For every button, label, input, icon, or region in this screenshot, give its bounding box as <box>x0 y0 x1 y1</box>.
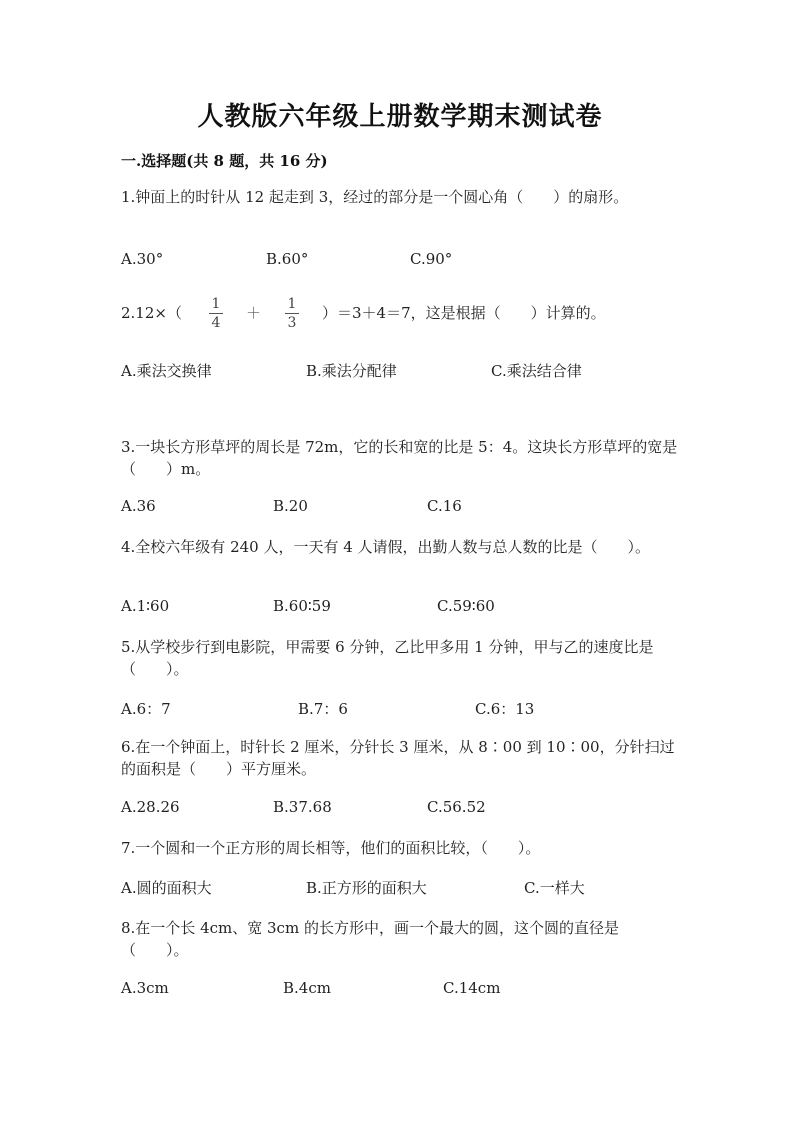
q2-plus: ＋ <box>246 304 262 322</box>
page-title: 人教版六年级上册数学期末测试卷 <box>197 102 603 132</box>
question-6: 6.在一个钟面上，时针长 2 厘米，分针长 3 厘米，从 8∶00 到 10∶00，分针扫过的面积是（ ）平方厘米。 <box>121 738 675 778</box>
q2-prefix: 2.12×（ <box>121 304 182 322</box>
q7-option-b: B.正方形的面积大 <box>306 879 427 897</box>
q8-option-a: A.3cm <box>121 979 169 997</box>
q6-option-a: A.28.26 <box>121 798 180 816</box>
question-3: 3.一块长方形草坪的周长是 72m，它的长和宽的比是 5：4。这块长方形草坪的宽是（ ）m。 <box>121 438 678 478</box>
q4-option-b: B.60∶59 <box>273 597 331 615</box>
q5-option-c: C.6：13 <box>475 700 535 718</box>
question-5: 5.从学校步行到电影院，甲需要 6 分钟，乙比甲多用 1 分钟，甲与乙的速度比是（ ）。 <box>121 638 654 678</box>
question-8: 8.在一个长 4cm、宽 3cm 的长方形中，画一个最大的圆，这个圆的直径是（ ）。 <box>121 919 619 959</box>
q6-option-c: C.56.52 <box>427 798 486 816</box>
q8-option-b: B.4cm <box>283 979 331 997</box>
q1-option-a: A.30° <box>121 250 164 268</box>
q3-option-b: B.20 <box>273 497 308 515</box>
q3-option-a: A.36 <box>121 497 156 515</box>
q2-fraction-2 <box>282 296 302 331</box>
q2-suffix: ）＝3＋4＝7，这是根据（ ）计算的。 <box>322 304 606 322</box>
q5-option-a: A.6：7 <box>121 700 171 718</box>
q7-option-a: A.圆的面积大 <box>121 879 212 897</box>
q2-option-b: B.乘法分配律 <box>306 362 397 380</box>
q1-option-c: C.90° <box>410 250 453 268</box>
q2-fraction-1-numerator: 1 <box>211 296 221 312</box>
q2-option-a: A.乘法交换律 <box>121 362 212 380</box>
q2-fraction-2-denominator: 3 <box>287 315 297 331</box>
question-7: 7.一个圆和一个正方形的周长相等，他们的面积比较，（ ）。 <box>121 839 541 857</box>
q4-option-a: A.1∶60 <box>121 597 170 615</box>
q2-fraction-1 <box>206 296 226 331</box>
q1-option-b: B.60° <box>266 250 309 268</box>
q3-option-c: C.16 <box>427 497 462 515</box>
question-4: 4.全校六年级有 240 人，一天有 4 人请假，出勤人数与总人数的比是（ ）。 <box>121 538 651 556</box>
section-heading: 一.选择题(共 8 题，共 16 分) <box>121 152 328 170</box>
q8-option-c: C.14cm <box>443 979 501 997</box>
q4-option-c: C.59∶60 <box>437 597 495 615</box>
q6-option-b: B.37.68 <box>273 798 332 816</box>
q2-fraction-1-denominator: 4 <box>211 315 221 331</box>
q7-option-c: C.一样大 <box>524 879 585 897</box>
question-1: 1.钟面上的时针从 12 起走到 3，经过的部分是一个圆心角（ ）的扇形。 <box>121 188 629 206</box>
q2-fraction-2-numerator: 1 <box>287 296 297 312</box>
q5-option-b: B.7：6 <box>298 700 348 718</box>
q2-option-c: C.乘法结合律 <box>491 362 582 380</box>
